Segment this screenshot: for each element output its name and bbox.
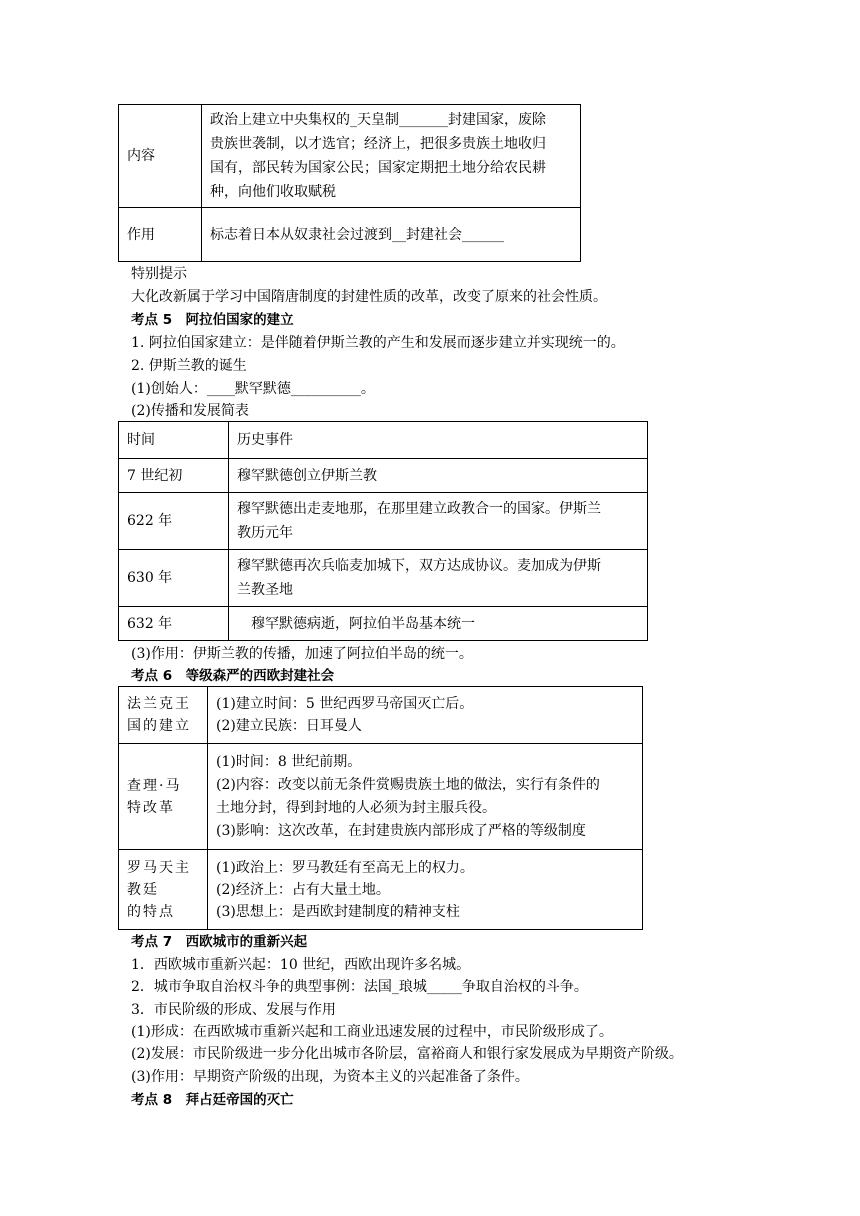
table-row bbox=[119, 687, 643, 744]
section7-heading: 考点 7 西欧城市的重新兴起 bbox=[131, 934, 308, 950]
tip-title: 特别提示 bbox=[131, 266, 187, 282]
section7-line: 2．城市争取自治权斗争的典型事例：法国_琅城_____争取自治权的斗争。 bbox=[131, 979, 588, 995]
section7-line: (1)形成：在西欧城市重新兴起和工商业迅速发展的过程中，市民阶级形成了。 bbox=[131, 1024, 613, 1040]
section7-line: 3．市民阶级的形成、发展与作用 bbox=[131, 1002, 336, 1018]
row-time: 622 年 bbox=[119, 493, 229, 550]
section5-founder: (1)创始人：____默罕默德__________。 bbox=[131, 381, 375, 397]
table-row bbox=[119, 550, 648, 607]
header-event: 历史事件 bbox=[229, 422, 648, 459]
section5-line1: 1. 阿拉伯国家建立：是伴随着伊斯兰教的产生和发展而逐步建立并实现统一的。 bbox=[131, 335, 625, 351]
table-row bbox=[119, 744, 643, 850]
row-event: 穆罕默德病逝，阿拉伯半岛基本统一 bbox=[229, 607, 648, 641]
section5-effect: (3)作用：伊斯兰教的传播，加速了阿拉伯半岛的统一。 bbox=[131, 646, 473, 662]
reform-table bbox=[118, 104, 581, 262]
row-event: 穆罕默德创立伊斯兰教 bbox=[229, 459, 648, 493]
reform-effect-text: 标志着日本从奴隶社会过渡到__封建社会______ bbox=[202, 208, 581, 262]
table-row bbox=[119, 850, 643, 930]
feudal-table bbox=[118, 686, 643, 930]
header-time: 时间 bbox=[119, 422, 229, 459]
reform-content-label: 内容 bbox=[119, 105, 202, 208]
row-time: 632 年 bbox=[119, 607, 229, 641]
row-text: (1)政治上：罗马教廷有至高无上的权力。 (2)经济上：占有大量土地。 (3)思想上：是西欧封建制度的精神支柱 bbox=[208, 850, 643, 930]
row-label: 法兰克王 国的建立 bbox=[119, 687, 208, 744]
row-label: 查理·马 特改革 bbox=[119, 744, 208, 850]
table-row bbox=[119, 607, 648, 641]
table-header-row bbox=[119, 422, 648, 459]
row-time: 630 年 bbox=[119, 550, 229, 607]
islam-table bbox=[118, 421, 648, 641]
row-label: 罗马天主 教廷 的特点 bbox=[119, 850, 208, 930]
row-text: (1)时间：8 世纪前期。 (2)内容：改变以前无条件赏赐贵族土地的做法，实行有条件的 土地分封，得到封地的人必须为封主服兵役。 (3)影响：这次改革，在封建贵族内部形成了严格的等级制度 bbox=[208, 744, 643, 850]
table-row bbox=[119, 493, 648, 550]
section7-line: (2)发展：市民阶级进一步分化出城市各阶层，富裕商人和银行家发展成为早期资产阶级。 bbox=[131, 1046, 683, 1062]
section7-line: (3)作用：早期资产阶级的出现，为资本主义的兴起准备了条件。 bbox=[131, 1069, 529, 1085]
section6-heading: 考点 6 等级森严的西欧封建社会 bbox=[131, 668, 335, 684]
section8-heading: 考点 8 拜占廷帝国的灭亡 bbox=[131, 1092, 294, 1108]
section5-heading: 考点 5 阿拉伯国家的建立 bbox=[131, 312, 294, 328]
table-row bbox=[119, 459, 648, 493]
reform-content-text: 政治上建立中央集权的_天皇制_______封建国家，废除 贵族世袭制，以才选官；经济上，把很多贵族土地收归 国有，部民转为国家公民；国家定期把土地分给农民耕 种，向他们收取赋税 bbox=[202, 105, 581, 208]
section5-line2: 2. 伊斯兰教的诞生 bbox=[131, 358, 247, 374]
section5-table-caption: (2)传播和发展简表 bbox=[131, 403, 249, 419]
section7-line: 1．西欧城市重新兴起：10 世纪，西欧出现许多名城。 bbox=[131, 957, 471, 973]
row-time: 7 世纪初 bbox=[119, 459, 229, 493]
row-text: (1)建立时间：5 世纪西罗马帝国灭亡后。 (2)建立民族：日耳曼人 bbox=[208, 687, 643, 744]
row-event: 穆罕默德再次兵临麦加城下，双方达成协议。麦加成为伊斯 兰教圣地 bbox=[229, 550, 648, 607]
tip-text: 大化改新属于学习中国隋唐制度的封建性质的改革，改变了原来的社会性质。 bbox=[131, 289, 607, 305]
reform-effect-label: 作用 bbox=[119, 208, 202, 262]
row-event: 穆罕默德出走麦地那，在那里建立政教合一的国家。伊斯兰 教历元年 bbox=[229, 493, 648, 550]
